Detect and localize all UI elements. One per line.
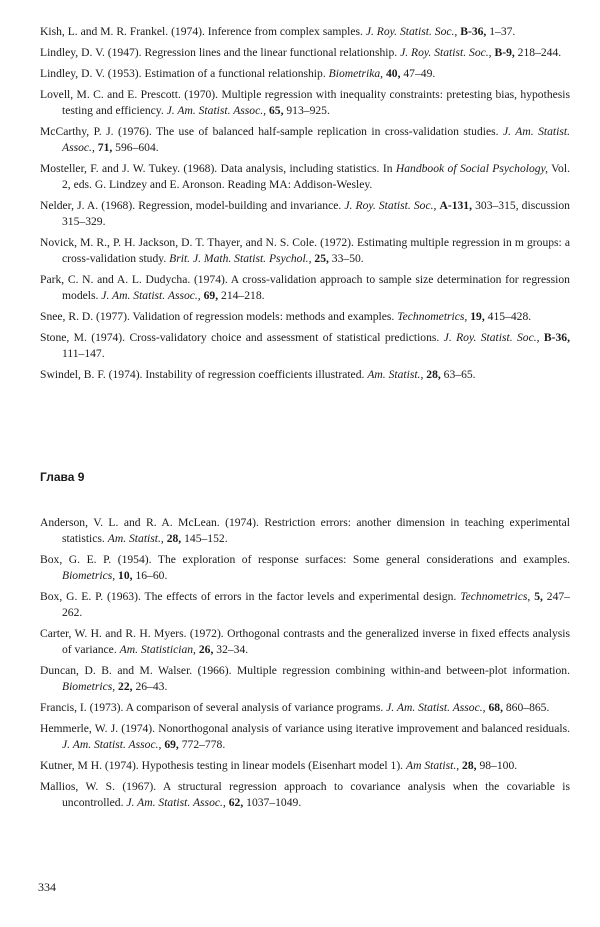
ref-title: Inference from complex samples. bbox=[207, 25, 363, 38]
ref-volume: 10, bbox=[118, 569, 133, 582]
reference-entry bbox=[40, 779, 570, 811]
reference-list-part1 bbox=[40, 24, 570, 388]
ref-journal: Biometrika, bbox=[328, 67, 384, 80]
ref-pages: 47–49. bbox=[403, 67, 436, 80]
ref-volume: 68, bbox=[488, 701, 503, 714]
ref-pages: 596–604. bbox=[115, 141, 159, 154]
ref-pages: 16–60. bbox=[135, 569, 168, 582]
reference-entry bbox=[40, 589, 570, 621]
ref-authors: Swindel, B. F. (1974). bbox=[40, 368, 143, 381]
ref-title: Regression, model-building and invariance. bbox=[138, 199, 342, 212]
reference-entry bbox=[40, 367, 570, 383]
ref-authors: McCarthy, P. J. (1976). bbox=[40, 125, 152, 138]
ref-authors: Francis, I. (1973). bbox=[40, 701, 124, 714]
ref-journal: Technometrics, bbox=[397, 310, 468, 323]
ref-volume: 26, bbox=[198, 643, 214, 656]
ref-title: Restriction errors: another dimension in teaching experimental statistics. bbox=[62, 516, 570, 545]
ref-volume: B-9, bbox=[494, 46, 515, 59]
ref-journal: J. Am. Statist. Assoc., bbox=[62, 125, 570, 154]
ref-pages: 913–925. bbox=[286, 104, 330, 117]
ref-pages: 218–244. bbox=[517, 46, 562, 59]
ref-pages: 1037–1049. bbox=[246, 796, 302, 809]
ref-journal: J. Am. Statist. Assoc., bbox=[62, 738, 162, 751]
ref-volume: 22, bbox=[118, 680, 133, 693]
ref-volume: 25, bbox=[314, 252, 329, 265]
ref-authors: Lindley, D. V. (1953). bbox=[40, 67, 142, 80]
ref-journal: Technometrics, bbox=[460, 590, 531, 603]
reference-list-part2 bbox=[40, 515, 570, 816]
ref-journal: J. Am. Statist. Assoc., bbox=[126, 796, 226, 809]
ref-volume: 28, bbox=[166, 532, 182, 545]
ref-title: Cross-validatory choice and assessment of statistical predictions. bbox=[129, 331, 440, 344]
ref-journal: J. Am. Statist. Assoc., bbox=[166, 104, 267, 117]
ref-title: Hypothesis testing in linear models (Eisenhart model 1). bbox=[141, 759, 404, 772]
ref-volume: 40, bbox=[385, 67, 401, 80]
reference-entry bbox=[40, 87, 570, 119]
ref-pages: 111–147. bbox=[62, 347, 105, 360]
ref-journal: J. Am. Statist. Assoc., bbox=[386, 701, 486, 714]
reference-entry bbox=[40, 235, 570, 267]
ref-pages: 63–65. bbox=[443, 368, 476, 381]
ref-title: Regression lines and the linear functional relationship. bbox=[144, 46, 398, 59]
ref-authors: Anderson, V. L. and R. A. McLean. (1974). bbox=[40, 516, 259, 529]
ref-journal: Brit. J. Math. Statist. Psychol., bbox=[169, 252, 312, 265]
ref-pages: 32–34. bbox=[216, 643, 249, 656]
ref-title: A cross-validation approach to sample size determination for regression models. bbox=[62, 273, 570, 302]
ref-title: The use of balanced half-sample replication in cross-validation studies. bbox=[156, 125, 499, 138]
ref-volume: 19, bbox=[470, 310, 485, 323]
ref-journal: Biometrics, bbox=[62, 680, 116, 693]
ref-volume: 62, bbox=[228, 796, 244, 809]
reference-entry bbox=[40, 66, 570, 82]
ref-journal: J. Roy. Statist. Soc., bbox=[400, 46, 492, 59]
ref-authors: Park, C. N. and A. L. Dudycha. (1974). bbox=[40, 273, 228, 286]
ref-pages: 145–152. bbox=[184, 532, 228, 545]
ref-journal: Am Statist., bbox=[406, 759, 460, 772]
reference-entry bbox=[40, 309, 570, 325]
page-number: 334 bbox=[38, 880, 56, 894]
ref-authors: Kish, L. and M. R. Frankel. (1974). bbox=[40, 25, 205, 38]
ref-authors: Duncan, D. B. and M. Walser. (1966). bbox=[40, 664, 232, 677]
ref-authors: Mosteller, F. and J. W. Tukey. (1968). bbox=[40, 162, 218, 175]
ref-journal: Am. Statistician, bbox=[119, 643, 196, 656]
reference-entry bbox=[40, 721, 570, 753]
reference-entry bbox=[40, 626, 570, 658]
ref-title: Nonorthogonal analysis of variance using iterative improvement and balanced residuals. bbox=[158, 722, 570, 735]
ref-pages: 303–315, discussion 315–329. bbox=[62, 199, 570, 228]
reference-entry bbox=[40, 272, 570, 304]
ref-volume: A-131, bbox=[439, 199, 473, 212]
ref-pages: 772–778. bbox=[181, 738, 226, 751]
ref-volume: 65, bbox=[268, 104, 284, 117]
ref-pages: 26–43. bbox=[135, 680, 168, 693]
ref-authors: Stone, M. (1974). bbox=[40, 331, 126, 344]
ref-journal: Am. Statist., bbox=[107, 532, 164, 545]
ref-volume: B-36, bbox=[460, 25, 487, 38]
ref-pages: 415–428. bbox=[487, 310, 532, 323]
ref-title: Multiple regression combining within-and between-plot information. bbox=[237, 664, 571, 677]
ref-authors: Hemmerle, W. J. (1974). bbox=[40, 722, 156, 735]
ref-journal: J. Am. Statist. Assoc., bbox=[101, 289, 201, 302]
ref-title: A comparison of several analysis of variance programs. bbox=[125, 701, 384, 714]
ref-title: Estimation of a functional relationship. bbox=[144, 67, 326, 80]
reference-entry bbox=[40, 198, 570, 230]
chapter-heading: Глава 9 bbox=[40, 470, 85, 484]
reference-entry bbox=[40, 24, 570, 40]
ref-title: Estimating multiple regression in m groups: a cross-validation study. bbox=[62, 236, 570, 265]
ref-authors: Box, G. E. P. (1954). bbox=[40, 553, 152, 566]
ref-journal: J. Roy. Statist. Soc., bbox=[365, 25, 458, 38]
reference-entry bbox=[40, 552, 570, 584]
ref-volume: 28, bbox=[426, 368, 441, 381]
ref-journal: Handbook of Social Psychology, bbox=[395, 162, 548, 175]
ref-journal: J. Roy. Statist. Soc., bbox=[344, 199, 437, 212]
ref-volume: B-36, bbox=[543, 331, 570, 344]
ref-pages: 98–100. bbox=[479, 759, 518, 772]
ref-volume: 71, bbox=[97, 141, 113, 154]
ref-title: Orthogonal contrasts and the generalized inverse in fixed effects analysis of variance. bbox=[62, 627, 570, 656]
ref-authors: Lindley, D. V. (1947). bbox=[40, 46, 142, 59]
reference-entry bbox=[40, 515, 570, 547]
ref-authors: Novick, M. R., P. H. Jackson, D. T. Thayer, and N. S. Cole. (1972). bbox=[40, 236, 354, 249]
ref-title: Multiple regression with inequality constraints: pretesting bias, hypothesis testing and efficiency. bbox=[62, 88, 571, 117]
ref-title: The effects of errors in the factor levels and experimental design. bbox=[144, 590, 457, 603]
ref-pages: 33–50. bbox=[331, 252, 364, 265]
ref-authors: Carter, W. H. and R. H. Myers. (1972). bbox=[40, 627, 224, 640]
ref-pages: 247–262. bbox=[62, 590, 570, 619]
ref-pages: Vol. 2, eds. G. Lindzey and E. Aronson. Reading MA: Addison-Wesley. bbox=[62, 162, 570, 191]
reference-entry bbox=[40, 330, 570, 362]
ref-title: Data analysis, including statistics. In bbox=[220, 162, 393, 175]
reference-entry bbox=[40, 124, 570, 156]
ref-journal: J. Roy. Statist. Soc., bbox=[443, 331, 540, 344]
ref-volume: 5, bbox=[534, 590, 543, 603]
ref-volume: 28, bbox=[462, 759, 477, 772]
reference-entry bbox=[40, 700, 570, 716]
ref-volume: 69, bbox=[203, 289, 219, 302]
ref-pages: 214–218. bbox=[221, 289, 265, 302]
ref-authors: Kutner, M H. (1974). bbox=[40, 759, 139, 772]
ref-journal: Am. Statist., bbox=[367, 368, 424, 381]
ref-authors: Mallios, W. S. (1967). bbox=[40, 780, 157, 793]
reference-entry bbox=[40, 663, 570, 695]
ref-authors: Nelder, J. A. (1968). bbox=[40, 199, 136, 212]
ref-pages: 1–37. bbox=[489, 25, 516, 38]
ref-title: Validation of regression models: methods and examples. bbox=[132, 310, 395, 323]
ref-authors: Box, G. E. P. (1963). bbox=[40, 590, 141, 603]
reference-entry bbox=[40, 45, 570, 61]
reference-entry bbox=[40, 758, 570, 774]
ref-journal: Biometrics, bbox=[62, 569, 116, 582]
ref-authors: Snee, R. D. (1977). bbox=[40, 310, 130, 323]
ref-title: Instability of regression coefficients illustrated. bbox=[145, 368, 365, 381]
ref-title: A structural regression approach to covariance analysis when the covariable is uncontrolled. bbox=[62, 780, 570, 809]
ref-title: The exploration of response surfaces: Some general considerations and examples. bbox=[157, 553, 570, 566]
ref-volume: 69, bbox=[164, 738, 179, 751]
ref-authors: Lovell, M. C. and E. Prescott. (1970). bbox=[40, 88, 219, 101]
ref-pages: 860–865. bbox=[505, 701, 550, 714]
reference-entry bbox=[40, 161, 570, 193]
